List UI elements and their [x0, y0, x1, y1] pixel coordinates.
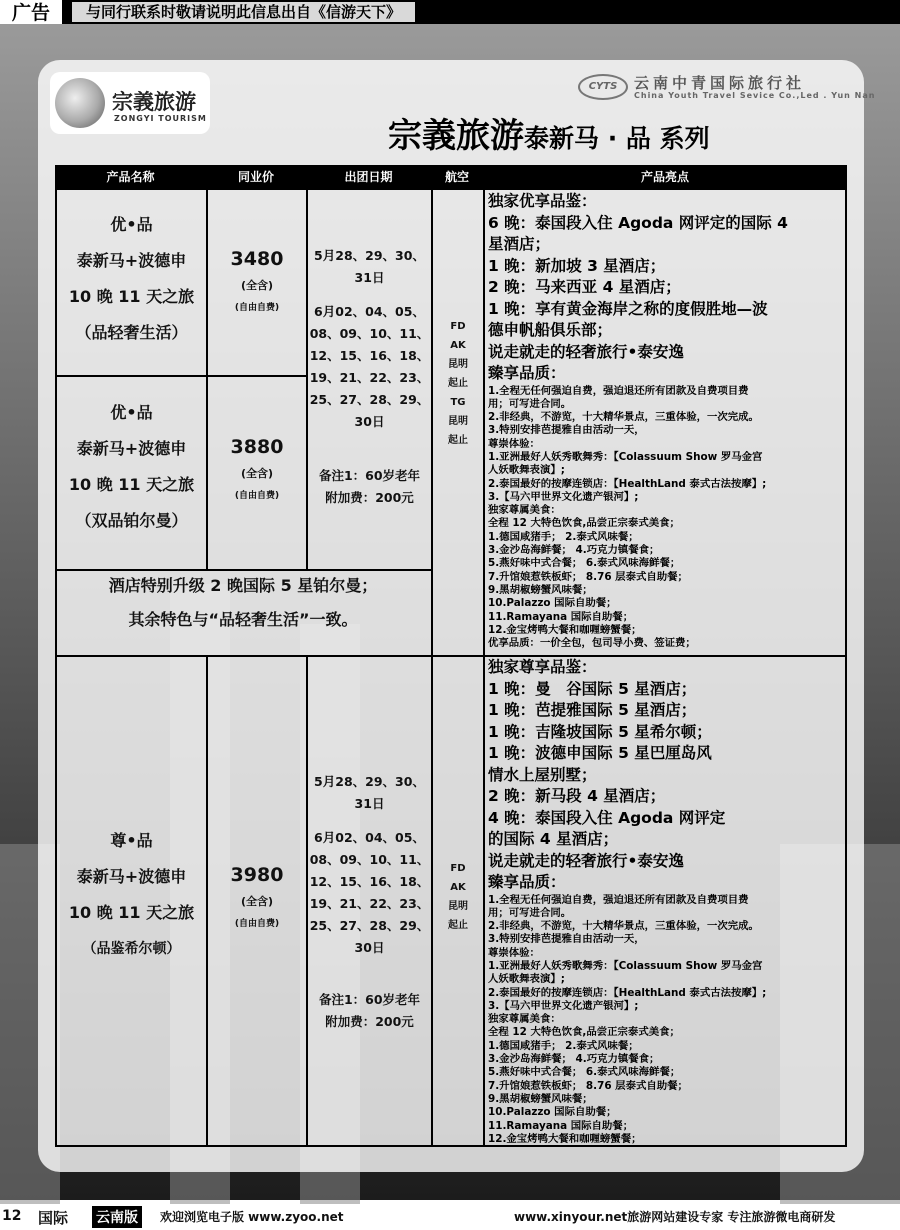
highlight-line: 情水上屋别墅；: [488, 765, 597, 784]
date-line: 30日: [354, 940, 385, 955]
header-dates: 出团日期: [344, 170, 393, 184]
brand-name: 宗義旅游: [112, 90, 196, 114]
ad-banner: [0, 0, 900, 24]
product-subtitle: （品轻奢生活）: [75, 323, 188, 342]
date-spacer: [308, 815, 431, 827]
detail-line: 1.全程无任何强迫自费，强迫退还所有团款及自费项目费: [488, 384, 749, 397]
age-surcharge-note-2: [308, 989, 431, 1033]
highlight-line: 1 晚：享有黄金海岸之称的度假胜地—波: [488, 299, 768, 318]
detail-line: 11.Ramayana 国际自助餐；: [488, 610, 634, 623]
product-duration: 10 晚 11 天之旅: [68, 287, 195, 306]
detail-line: 10.Palazzo 国际自助餐；: [488, 597, 617, 610]
price-note: (全含): [240, 895, 274, 908]
detail-line: 2.泰国最好的按摩连锁店：【HealthLand 泰式古法按摩】;: [488, 477, 767, 490]
highlight-line: 1 晚：吉隆坡国际 5 星希尔顿；: [488, 722, 712, 741]
detail-line: 3.【马六甲世界文化遗产银河】;: [488, 999, 639, 1012]
highlight-line: 星酒店；: [488, 235, 551, 253]
upgrade-line: 其余特色与“品轻奢生活”一致。: [128, 610, 358, 629]
price-value: 3880: [230, 436, 284, 458]
note-line: 附加费：200元: [325, 490, 414, 505]
date-line: 08、09、10、11、: [309, 326, 430, 341]
airline-line: FD: [450, 321, 466, 332]
highlight-line: 1 晚：新加坡 3 星酒店；: [488, 256, 666, 275]
product-subtitle: （双品铂尔曼）: [75, 511, 188, 530]
detail-line: 2.非经典，不游览，十大精华景点，三重体验，一次完成。: [488, 411, 759, 424]
highlights-1: [488, 191, 844, 650]
detail-line: 3.特别安排芭提雅自由活动一天，: [488, 933, 645, 946]
highlight-line: 4 晚：泰国段入住 Agoda 网评定: [488, 808, 726, 827]
ad-tag: 广告: [0, 0, 62, 26]
highlight-line: 2 晚：新马段 4 星酒店；: [488, 787, 666, 805]
detail-line: 尊崇体验：: [488, 437, 540, 450]
note-line: 备注1：60岁老年: [318, 468, 421, 483]
detail-line: 3.金沙岛海鲜餐； 4.巧克力镇餐食；: [488, 1053, 660, 1066]
price-3: [208, 861, 306, 933]
product-name-3: [57, 823, 206, 967]
detail-line: 9.黑胡椒螃蟹风味餐；: [488, 583, 593, 596]
detail-line: 1.德国咸猪手； 2.泰式风味餐；: [488, 1039, 639, 1052]
detail-line: 1.亚洲最好人妖秀歌舞秀：【Colassuum Show 罗马金宫: [488, 959, 763, 972]
footer-sponsor-link[interactable]: www.xinyour.net旅游网站建设专家 专注旅游微电商研发: [514, 1210, 836, 1224]
highlights-2: [488, 657, 844, 1146]
price-2: [208, 433, 306, 505]
highlight-line: 1 晚：芭提雅国际 5 星酒店；: [488, 701, 697, 719]
detail-line: 人妖歌舞表演】;: [488, 464, 565, 477]
footprint-logo-icon: [55, 78, 105, 128]
detail-line: 1.德国咸猪手； 2.泰式风味餐；: [488, 530, 639, 543]
upgrade-note: [57, 569, 429, 637]
highlight-line: 1 晚：波德申国际 5 星巴厘岛风: [488, 744, 712, 762]
date-line: 6月02、04、05、: [314, 830, 425, 845]
brand-name-en: ZONGYI TOURISM: [114, 114, 207, 123]
title-brand: 宗義旅游: [388, 116, 524, 156]
detail-line: 12.金宝烤鸭大餐和咖喱螃蟹餐；: [488, 1132, 642, 1145]
detail-line: 11.Ramayana 国际自助餐；: [488, 1119, 634, 1132]
detail-line: 3.金沙岛海鲜餐； 4.巧克力镇餐食；: [488, 544, 660, 557]
highlight-line: 1 晚：曼 谷国际 5 星酒店；: [488, 679, 697, 698]
detail-line: 人妖歌舞表演】;: [488, 973, 565, 986]
title-series: 泰新马 · 品 系列: [524, 124, 710, 153]
highlight-line: 说走就走的轻奢旅行•泰安逸: [488, 851, 684, 870]
detail-line: 用；可写进合同。: [488, 906, 572, 919]
airline-line: 起止: [448, 378, 468, 389]
airline-line: 昆明: [448, 901, 468, 912]
detail-line: 5.燕好味中式合餐； 6.泰式风味海鲜餐；: [488, 1066, 681, 1079]
product-duration: 10 晚 11 天之旅: [68, 475, 195, 494]
airline-2: [433, 859, 483, 935]
date-line: 25、27、28、29、: [309, 918, 430, 933]
note-line: 备注1：60岁老年: [318, 992, 421, 1007]
price-note: (全含): [240, 279, 274, 292]
partner-logo: CYTS: [578, 74, 628, 100]
highlight-line: 2 晚：马来西亚 4 星酒店；: [488, 278, 681, 296]
date-line: 31日: [354, 796, 385, 811]
date-line: 6月02、04、05、: [314, 304, 425, 319]
product-route: 泰新马+波德申: [76, 439, 187, 458]
age-surcharge-note-1: [308, 465, 431, 509]
detail-line: 优享品质：一价全包，包司导小费、签证费；: [488, 637, 696, 650]
detail-line: 2.泰国最好的按摩连锁店：【HealthLand 泰式古法按摩】;: [488, 986, 767, 999]
highlight-heading: 独家优享品鉴：: [488, 192, 597, 210]
date-spacer: [308, 289, 431, 301]
table-header: [55, 165, 847, 190]
partner-name-en: China Youth Travel Sevice Co.,Led . Yun Nan: [634, 91, 876, 100]
detail-line: 9.黑胡椒螃蟹风味餐；: [488, 1092, 593, 1105]
airline-line: AK: [450, 340, 466, 351]
page-footer: [0, 1202, 900, 1230]
grid-line: [206, 165, 208, 569]
header-airline: 航空: [444, 170, 469, 184]
airline-line: 昆明: [448, 359, 468, 370]
header-highlights: 产品亮点: [640, 170, 689, 184]
product-route: 泰新马+波德申: [76, 867, 187, 886]
airline-1: [433, 317, 483, 450]
detail-line: 独家尊属美食：: [488, 504, 561, 517]
detail-line: 7.升馆娘惹铁板虾； 8.76 层泰式自助餐；: [488, 1079, 688, 1092]
price-1: [208, 245, 306, 317]
highlight-heading: 臻享品质：: [488, 364, 566, 382]
ad-notice: 与同行联系时敬请说明此信息出自《信游天下》: [72, 2, 415, 22]
departure-dates-1: [308, 245, 431, 433]
highlight-line: 德申帆船俱乐部；: [488, 321, 613, 339]
section-label: 国际: [38, 1209, 69, 1227]
price-note: (全含): [240, 467, 274, 480]
footer-browse-link[interactable]: 欢迎浏览电子版 www.zyoo.net: [160, 1210, 344, 1224]
departure-dates-2: [308, 771, 431, 959]
detail-line: 3.【马六甲世界文化遗产银河】;: [488, 490, 639, 503]
detail-line: 用；可写进合同。: [488, 397, 572, 410]
date-line: 31日: [354, 270, 385, 285]
airline-line: AK: [450, 882, 466, 893]
product-tier: 优•品: [110, 215, 153, 234]
detail-line: 7.升馆娘惹铁板虾； 8.76 层泰式自助餐；: [488, 570, 688, 583]
price-note: (自由自费): [234, 491, 280, 501]
price-value: 3480: [230, 248, 284, 270]
product-name-1: [57, 207, 206, 351]
product-route: 泰新马+波德申: [76, 251, 187, 270]
product-table: [55, 165, 847, 1147]
product-duration: 10 晚 11 天之旅: [68, 903, 195, 922]
date-line: 19、21、22、23、: [309, 370, 430, 385]
airline-line: 起止: [448, 920, 468, 931]
partner-name: 云南中青国际旅行社: [634, 74, 806, 92]
highlight-heading: 臻享品质：: [488, 873, 566, 891]
date-line: 12、15、16、18、: [309, 348, 430, 363]
product-name-2: [57, 395, 206, 539]
airline-line: TG: [450, 397, 466, 408]
detail-line: 全程 12 大特色饮食,品尝正宗泰式美食；: [488, 517, 680, 530]
note-line: 附加费：200元: [325, 1014, 414, 1029]
price-note: (自由自费): [234, 303, 280, 313]
price-note: (自由自费): [234, 919, 280, 929]
page-number: 12: [2, 1208, 22, 1224]
page-title: [388, 108, 710, 157]
date-line: 19、21、22、23、: [309, 896, 430, 911]
date-line: 25、27、28、29、: [309, 392, 430, 407]
detail-line: 2.非经典，不游览，十大精华景点，三重体验，一次完成。: [488, 920, 759, 933]
airline-line: 昆明: [448, 416, 468, 427]
header-price: 同业价: [237, 170, 274, 184]
date-line: 5月28、29、30、: [314, 248, 425, 263]
date-line: 5月28、29、30、: [314, 774, 425, 789]
product-tier: 优•品: [110, 403, 153, 422]
detail-line: 独家尊属美食：: [488, 1013, 561, 1026]
date-line: 30日: [354, 414, 385, 429]
grid-line: [55, 375, 306, 377]
product-tier: 尊•品: [110, 831, 153, 850]
detail-line: 1.亚洲最好人妖秀歌舞秀：【Colassuum Show 罗马金宫: [488, 450, 763, 463]
detail-line: 10.Palazzo 国际自助餐；: [488, 1106, 617, 1119]
detail-line: 全程 12 大特色饮食,品尝正宗泰式美食；: [488, 1026, 680, 1039]
product-subtitle: （品鉴希尔顿）: [82, 941, 181, 957]
highlight-line: 的国际 4 星酒店；: [488, 830, 619, 848]
header-product-name: 产品名称: [106, 170, 155, 184]
date-line: 08、09、10、11、: [309, 852, 430, 867]
date-line: 12、15、16、18、: [309, 874, 430, 889]
detail-line: 尊崇体验：: [488, 946, 540, 959]
detail-line: 12.金宝烤鸭大餐和咖喱螃蟹餐；: [488, 623, 642, 636]
airline-line: FD: [450, 863, 466, 874]
price-value: 3980: [230, 864, 284, 886]
highlight-heading: 独家尊享品鉴：: [488, 658, 597, 676]
detail-line: 3.特别安排芭提雅自由活动一天，: [488, 424, 645, 437]
detail-line: 1.全程无任何强迫自费，强迫退还所有团款及自费项目费: [488, 893, 749, 906]
airline-line: 起止: [448, 435, 468, 446]
highlight-line: 说走就走的轻奢旅行•泰安逸: [488, 342, 684, 361]
detail-line: 5.燕好味中式合餐； 6.泰式风味海鲜餐；: [488, 557, 681, 570]
highlight-line: 6 晚：泰国段入住 Agoda 网评定的国际 4: [488, 213, 788, 232]
edition-badge: 云南版: [92, 1206, 142, 1228]
upgrade-line: 酒店特别升级 2 晚国际 5 星铂尔曼；: [108, 576, 378, 595]
